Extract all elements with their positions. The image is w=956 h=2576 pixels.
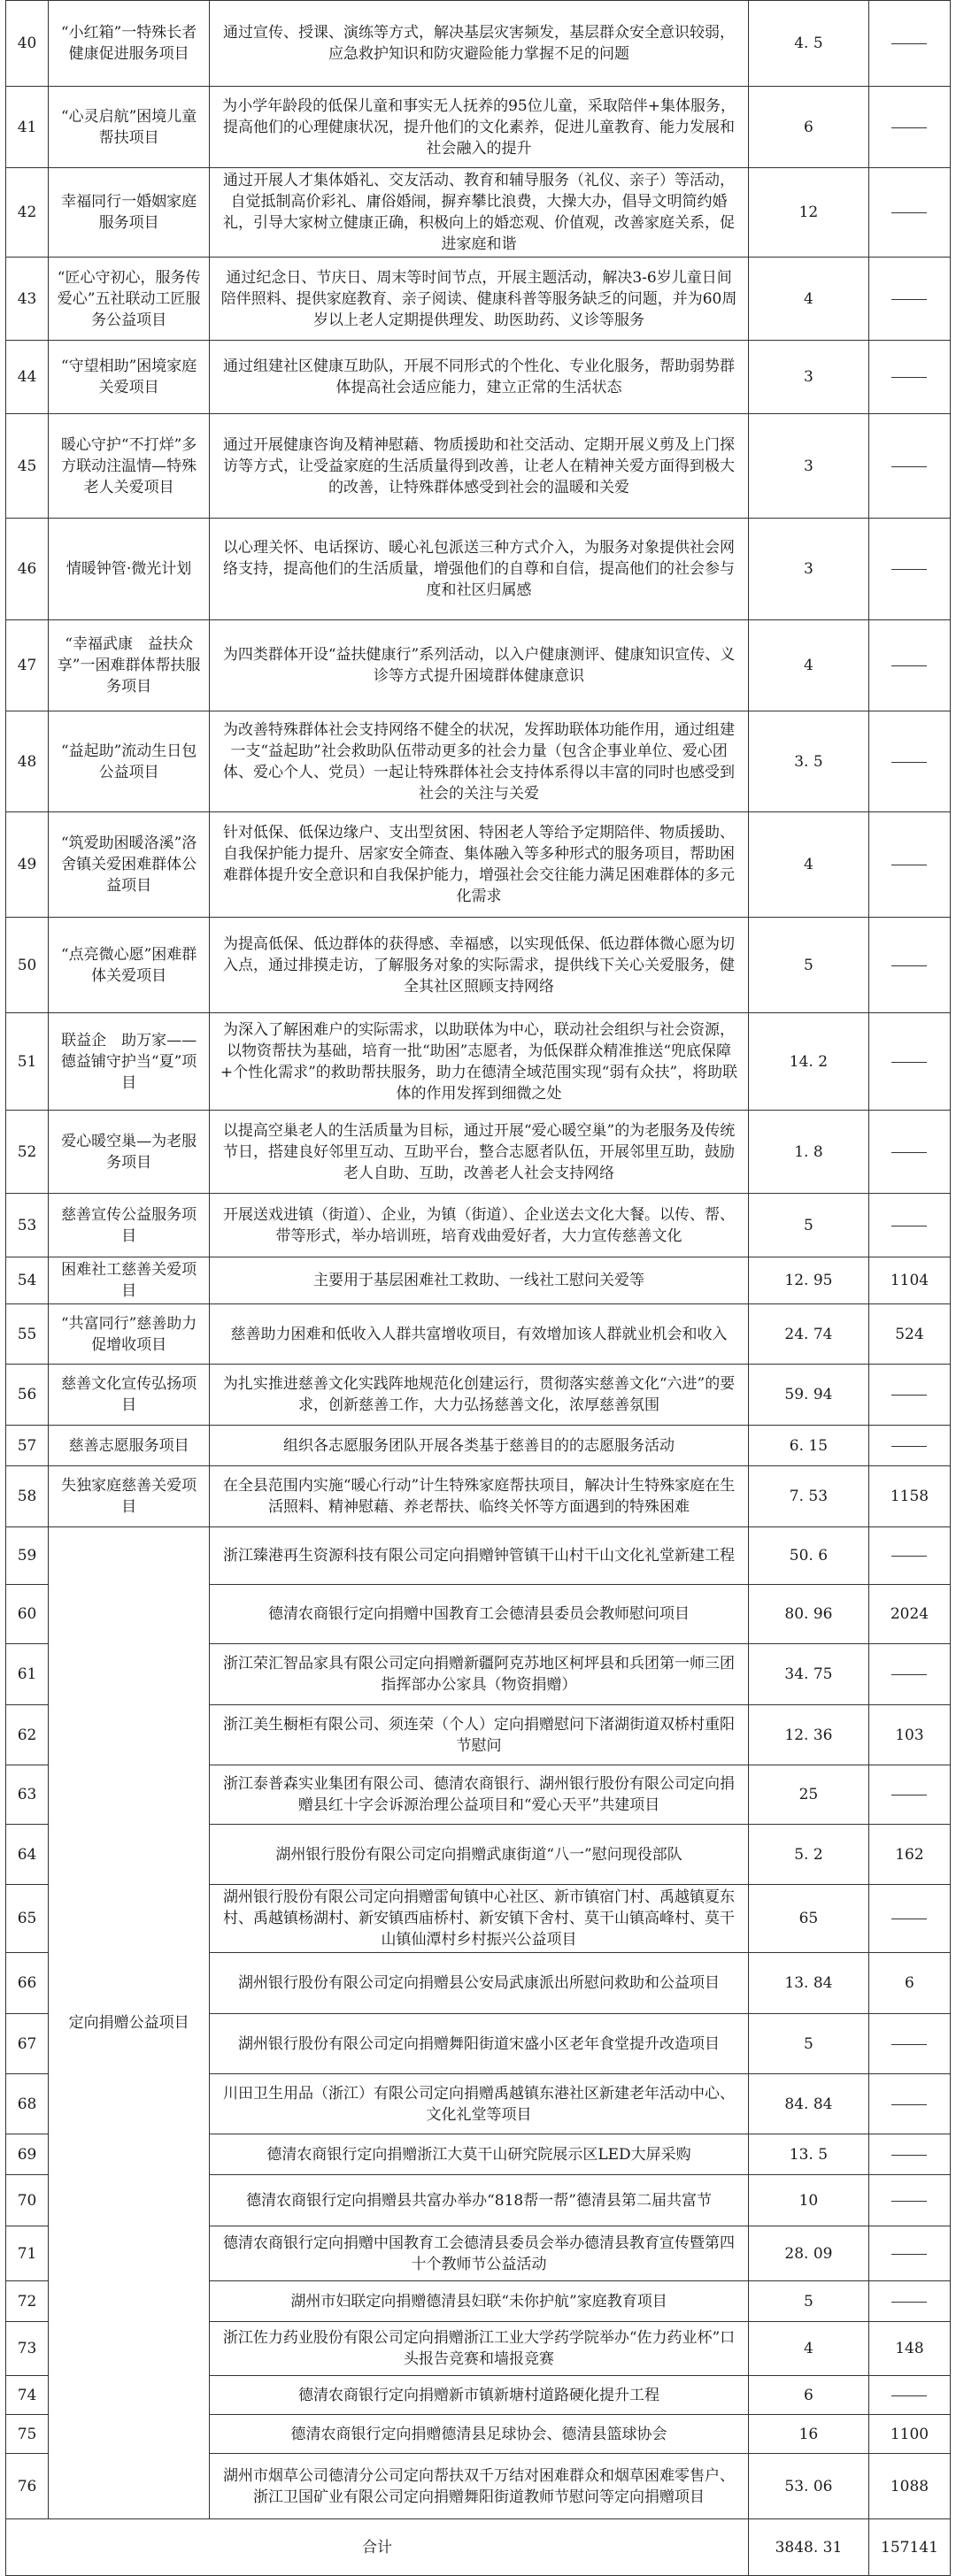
empty-dash [891, 2104, 927, 2105]
empty-dash [891, 1062, 927, 1063]
table-row [6, 1, 951, 87]
beneficiaries-cell [868, 711, 950, 812]
beneficiaries-cell [868, 1426, 950, 1466]
empty-dash [891, 2201, 927, 2202]
project-name: “益起助”流动生日包公益项目 [49, 711, 210, 812]
beneficiaries-cell [868, 2175, 950, 2226]
project-description: 为小学年龄段的低保儿童和事实无人抚养的95位儿童，采取陪伴+集体服务，提高他们的心理健康状况，提升他们的文化素养，促进儿童教育、能力发展和社会融入的提升 [210, 87, 749, 168]
beneficiaries-cell [868, 168, 950, 258]
row-number: 74 [6, 2376, 49, 2415]
beneficiaries-cell [868, 918, 950, 1013]
amount-cell: 13. 84 [748, 1953, 868, 2014]
beneficiaries-cell [868, 2226, 950, 2281]
empty-dash [891, 1446, 927, 1447]
table-row [6, 1527, 951, 1585]
total-row [6, 2519, 951, 2576]
beneficiaries-cell [868, 87, 950, 168]
empty-dash [891, 43, 927, 44]
empty-dash [891, 1395, 927, 1396]
project-name: “点亮微心愿”困难群体关爱项目 [49, 918, 210, 1013]
project-description: 以心理关怀、电话探访、暖心礼包派送三种方式介入，为服务对象提供社会网络支持，提高他们的生活质量，增强他们的自尊和自信，提高他们的社会参与度和社区归属感 [210, 519, 749, 620]
project-description: 为扎实推进慈善文化实践阵地规范化创建运行，贯彻落实慈善文化“六进”的要求，创新慈善工作，大力弘扬慈善文化，浓厚慈善氛围 [210, 1365, 749, 1426]
beneficiaries-cell [868, 2376, 950, 2415]
empty-dash [891, 2302, 927, 2303]
beneficiaries-cell [868, 2074, 950, 2134]
beneficiaries-cell [868, 1527, 950, 1585]
project-description: 慈善助力困难和低收入人群共富增收项目，有效增加该人群就业机会和收入 [210, 1304, 749, 1365]
project-description: 德清农商银行定向捐赠县共富办举办“818帮一帮”德清县第二届共富节 [210, 2175, 749, 2226]
amount-cell: 4 [748, 812, 868, 918]
row-number: 75 [6, 2415, 49, 2454]
project-description: 通过开展健康咨询及精神慰藉、物质援助和社交活动、定期开展义剪及上门探访等方式，让受益家庭的生活质量得到改善，让老人在精神关爱方面得到极大的改善，让特殊群体感受到社会的温暖和关爱 [210, 414, 749, 519]
project-description: 在全县范围内实施“暖心行动”计生特殊家庭帮扶项目，解决计生特殊家庭在生活照料、精神慰藉、养老帮扶、临终关怀等方面遇到的特殊困难 [210, 1466, 749, 1527]
row-number: 50 [6, 918, 49, 1013]
amount-cell: 4 [748, 2322, 868, 2376]
row-number: 67 [6, 2014, 49, 2074]
project-description: 湖州银行股份有限公司定向捐赠舞阳街道宋盛小区老年食堂提升改造项目 [210, 2014, 749, 2074]
beneficiaries-cell: 6 [868, 1953, 950, 2014]
project-name: 失独家庭慈善关爱项目 [49, 1466, 210, 1527]
row-number: 51 [6, 1013, 49, 1111]
project-name: 幸福同行一婚姻家庭服务项目 [49, 168, 210, 258]
project-description: 浙江荣汇智品家具有限公司定向捐赠新疆阿克苏地区柯坪县和兵团第一师三团指挥部办公家具（物资捐赠） [210, 1644, 749, 1705]
project-description: 湖州银行股份有限公司定向捐赠县公安局武康派出所慰问救助和公益项目 [210, 1953, 749, 2014]
empty-dash [891, 965, 927, 966]
amount-cell: 5 [748, 918, 868, 1013]
beneficiaries-cell: 1100 [868, 2415, 950, 2454]
row-number: 52 [6, 1111, 49, 1194]
amount-cell: 3 [748, 519, 868, 620]
amount-cell: 34. 75 [748, 1644, 868, 1705]
beneficiaries-cell: 1158 [868, 1466, 950, 1527]
table-row [6, 519, 951, 620]
row-number: 70 [6, 2175, 49, 2226]
project-name: 爱心暖空巢—为老服务项目 [49, 1111, 210, 1194]
beneficiaries-cell: 2024 [868, 1585, 950, 1644]
amount-cell: 80. 96 [748, 1585, 868, 1644]
beneficiaries-cell: 1088 [868, 2454, 950, 2519]
row-number: 44 [6, 341, 49, 414]
amount-cell: 12. 95 [748, 1257, 868, 1304]
table-row [6, 1194, 951, 1257]
amount-cell: 5 [748, 2014, 868, 2074]
project-description: 德清农商银行定向捐赠中国教育工会德清县委员会教师慰问项目 [210, 1585, 749, 1644]
row-number: 72 [6, 2281, 49, 2322]
amount-cell: 65 [748, 1885, 868, 1953]
donation-project-table [5, 0, 951, 2576]
project-description: 针对低保、低保边缘户、支出型贫困、特困老人等给予定期陪伴、物质援助、自我保护能力提升、居家安全筛查、集体融入等多种形式的服务项目，帮助困难群体提升安全意识和自我保护能力，增强社会交往能力满足困难群体的多元化需求 [210, 812, 749, 918]
amount-cell: 50. 6 [748, 1527, 868, 1585]
row-number: 43 [6, 258, 49, 341]
project-name: “筑爱助困暖洛溪”洛舍镇关爱困难群体公益项目 [49, 812, 210, 918]
amount-cell: 1. 8 [748, 1111, 868, 1194]
row-number: 49 [6, 812, 49, 918]
row-number: 47 [6, 620, 49, 711]
project-description: 通过组建社区健康互助队，开展不同形式的个性化、专业化服务，帮助弱势群体提高社会适应能力，建立正常的生活状态 [210, 341, 749, 414]
merged-project-name: 定向捐赠公益项目 [49, 1527, 210, 2519]
row-number: 65 [6, 1885, 49, 1953]
amount-cell: 6 [748, 2376, 868, 2415]
row-number: 66 [6, 1953, 49, 2014]
amount-cell: 3 [748, 414, 868, 519]
empty-dash [891, 212, 927, 213]
row-number: 57 [6, 1426, 49, 1466]
project-description: 主要用于基层困难社工救助、一线社工慰问关爱等 [210, 1257, 749, 1304]
beneficiaries-cell [868, 2014, 950, 2074]
beneficiaries-cell [868, 258, 950, 341]
empty-dash [891, 377, 927, 378]
beneficiaries-cell [868, 519, 950, 620]
table-body [6, 1, 951, 2576]
amount-cell: 84. 84 [748, 2074, 868, 2134]
project-description: 德清农商银行定向捐赠新市镇新塘村道路硬化提升工程 [210, 2376, 749, 2415]
table-row [6, 1426, 951, 1466]
amount-cell: 7. 53 [748, 1466, 868, 1527]
project-name: 困难社工慈善关爱项目 [49, 1257, 210, 1304]
project-description: 德清农商银行定向捐赠浙江大莫干山研究院展示区LED大屏采购 [210, 2134, 749, 2175]
project-name: 慈善文化宣传弘扬项目 [49, 1365, 210, 1426]
row-number: 64 [6, 1825, 49, 1885]
amount-cell: 4 [748, 620, 868, 711]
project-description: 以提高空巢老人的生活质量为目标，通过开展“爱心暖空巢”的为老服务及传统节日，搭建良好邻里互动、互助平台，整合志愿者队伍，开展邻里互助，鼓励老人自助、互助，改善老人社会支持网络 [210, 1111, 749, 1194]
project-description: 浙江美生橱柜有限公司、须连荣（个人）定向捐赠慰问下渚湖街道双桥村重阳节慰问 [210, 1705, 749, 1765]
total-label: 合计 [6, 2519, 749, 2576]
table-row [6, 711, 951, 812]
project-name: “共富同行”慈善助力促增收项目 [49, 1304, 210, 1365]
amount-cell: 5. 2 [748, 1825, 868, 1885]
table-row [6, 1365, 951, 1426]
project-description: 通过宣传、授课、演练等方式，解决基层灾害频发，基层群众安全意识较弱，应急救护知识和防灾避险能力掌握不足的问题 [210, 1, 749, 87]
amount-cell: 28. 09 [748, 2226, 868, 2281]
project-name: 联益企 助万家——德益铺守护当“夏”项目 [49, 1013, 210, 1111]
empty-dash [891, 569, 927, 570]
row-number: 56 [6, 1365, 49, 1426]
project-name: “守望相助”困境家庭关爱项目 [49, 341, 210, 414]
row-number: 45 [6, 414, 49, 519]
project-description: 湖州市妇联定向捐赠德清县妇联“未你护航”家庭教育项目 [210, 2281, 749, 2322]
row-number: 53 [6, 1194, 49, 1257]
empty-dash [891, 2254, 927, 2255]
row-number: 59 [6, 1527, 49, 1585]
total-beneficiaries: 157141 [868, 2519, 950, 2576]
amount-cell: 5 [748, 1194, 868, 1257]
project-description: 湖州市烟草公司德清分公司定向帮扶双千万结对困难群众和烟草困难零售户、浙江卫国矿业有限公司定向捐赠舞阳街道教师节慰问等定向捐赠项目 [210, 2454, 749, 2519]
project-description: 德清农商银行定向捐赠德清县足球协会、德清县篮球协会 [210, 2415, 749, 2454]
row-number: 62 [6, 1705, 49, 1765]
row-number: 71 [6, 2226, 49, 2281]
row-number: 60 [6, 1585, 49, 1644]
empty-dash [891, 665, 927, 666]
project-description: 浙江佐力药业股份有限公司定向捐赠浙江工业大学药学院举办“佐力药业杯”口头报告竞赛和墙报竞赛 [210, 2322, 749, 2376]
row-number: 55 [6, 1304, 49, 1365]
amount-cell: 4 [748, 258, 868, 341]
amount-cell: 24. 74 [748, 1304, 868, 1365]
project-name: 慈善宣传公益服务项目 [49, 1194, 210, 1257]
empty-dash [891, 299, 927, 300]
empty-dash [891, 2395, 927, 2396]
empty-dash [891, 762, 927, 763]
empty-dash [891, 1556, 927, 1557]
beneficiaries-cell: 1104 [868, 1257, 950, 1304]
row-number: 46 [6, 519, 49, 620]
table-row [6, 1013, 951, 1111]
table-row [6, 414, 951, 519]
total-amount: 3848. 31 [748, 2519, 868, 2576]
row-number: 54 [6, 1257, 49, 1304]
row-number: 73 [6, 2322, 49, 2376]
table-row [6, 1257, 951, 1304]
row-number: 61 [6, 1644, 49, 1705]
project-name: “小红箱”一特殊长者健康促进服务项目 [49, 1, 210, 87]
amount-cell: 10 [748, 2175, 868, 2226]
project-table [5, 0, 951, 2576]
amount-cell: 59. 94 [748, 1365, 868, 1426]
amount-cell: 12. 36 [748, 1705, 868, 1765]
row-number: 58 [6, 1466, 49, 1527]
amount-cell: 14. 2 [748, 1013, 868, 1111]
project-description: 川田卫生用品（浙江）有限公司定向捐赠禹越镇东港社区新建老年活动中心、文化礼堂等项目 [210, 2074, 749, 2134]
beneficiaries-cell: 103 [868, 1705, 950, 1765]
project-description: 浙江泰普森实业集团有限公司、德清农商银行、湖州银行股份有限公司定向捐赠县红十字会诉源治理公益项目和“爱心天平”共建项目 [210, 1765, 749, 1825]
project-name: “匠心守初心，服务传爱心”五社联动工匠服务公益项目 [49, 258, 210, 341]
empty-dash [891, 127, 927, 128]
table-row [6, 87, 951, 168]
project-description: 组织各志愿服务团队开展各类基于慈善目的的志愿服务活动 [210, 1426, 749, 1466]
beneficiaries-cell: 162 [868, 1825, 950, 1885]
beneficiaries-cell: 148 [868, 2322, 950, 2376]
beneficiaries-cell [868, 414, 950, 519]
empty-dash [891, 1674, 927, 1675]
row-number: 69 [6, 2134, 49, 2175]
table-row [6, 620, 951, 711]
table-row [6, 1111, 951, 1194]
beneficiaries-cell [868, 1885, 950, 1953]
amount-cell: 4. 5 [748, 1, 868, 87]
empty-dash [891, 466, 927, 467]
beneficiaries-cell [868, 2281, 950, 2322]
amount-cell: 13. 5 [748, 2134, 868, 2175]
project-description: 通过开展人才集体婚礼、交友活动、教育和辅导服务（礼仪、亲子）等活动，自觉抵制高价彩礼、庸俗婚闹，摒弃攀比浪费，大操大办，倡导文明简约婚礼，引导大家树立健康正确，积极向上的婚恋观、价值观，改善家庭关系，促进家庭和谐 [210, 168, 749, 258]
beneficiaries-cell [868, 1, 950, 87]
beneficiaries-cell [868, 1194, 950, 1257]
project-description: 为深入了解困难户的实际需求，以助联体为中心，联动社会组织与社会资源，以物资帮扶为基础，培育一批“助困”志愿者，为低保群众精准推送“兜底保障+个性化需求”的救助帮扶服务，助力在德清全域范围实现“弱有众扶”，将助联体的作用发挥到细微之处 [210, 1013, 749, 1111]
table-row [6, 1466, 951, 1527]
beneficiaries-cell [868, 1644, 950, 1705]
row-number: 48 [6, 711, 49, 812]
row-number: 42 [6, 168, 49, 258]
beneficiaries-cell: 524 [868, 1304, 950, 1365]
project-description: 德清农商银行定向捐赠中国教育工会德清县委员会举办德清县教育宣传暨第四十个教师节公益活动 [210, 2226, 749, 2281]
amount-cell: 53. 06 [748, 2454, 868, 2519]
beneficiaries-cell [868, 1111, 950, 1194]
beneficiaries-cell [868, 1013, 950, 1111]
project-name: 暖心守护“不打烊”多方联动注温情—特殊老人关爱项目 [49, 414, 210, 519]
project-description: 为四类群体开设“益扶健康行”系列活动，以入户健康测评、健康知识宣传、义诊等方式提升困境群体健康意识 [210, 620, 749, 711]
project-name: 慈善志愿服务项目 [49, 1426, 210, 1466]
amount-cell: 6 [748, 87, 868, 168]
amount-cell: 25 [748, 1765, 868, 1825]
empty-dash [891, 2155, 927, 2156]
project-name: “心灵启航”困境儿童帮扶项目 [49, 87, 210, 168]
amount-cell: 5 [748, 2281, 868, 2322]
amount-cell: 16 [748, 2415, 868, 2454]
empty-dash [891, 1152, 927, 1153]
amount-cell: 3 [748, 341, 868, 414]
table-row [6, 258, 951, 341]
project-description: 通过纪念日、节庆日、周末等时间节点，开展主题活动，解决3-6岁儿童日间陪伴照料、提供家庭教育、亲子阅读、健康科普等服务缺乏的问题，并为60周岁以上老人定期提供理发、助医助药、义诊等服务 [210, 258, 749, 341]
amount-cell: 6. 15 [748, 1426, 868, 1466]
table-row [6, 341, 951, 414]
project-description: 为改善特殊群体社会支持网络不健全的状况，发挥助联体功能作用，通过组建一支“益起助”社会救助队伍带动更多的社会力量（包含企事业单位、爱心团体、爱心个人、党员）一起让特殊群体社会支持体系得以丰富的同时也感受到社会的关注与关爱 [210, 711, 749, 812]
beneficiaries-cell [868, 620, 950, 711]
row-number: 76 [6, 2454, 49, 2519]
row-number: 63 [6, 1765, 49, 1825]
table-row [6, 1304, 951, 1365]
project-name: 情暖钟管·微光计划 [49, 519, 210, 620]
table-row [6, 168, 951, 258]
project-description: 开展送戏进镇（街道）、企业，为镇（街道）、企业送去文化大餐。以传、帮、带等形式，举办培训班，培育戏曲爱好者，大力宣传慈善文化 [210, 1194, 749, 1257]
amount-cell: 12 [748, 168, 868, 258]
project-description: 湖州银行股份有限公司定向捐赠雷甸镇中心社区、新市镇宿门村、禹越镇夏东村、禹越镇杨湖村、新安镇西庙桥村、新安镇下舍村、莫干山镇高峰村、莫干山镇仙潭村乡村振兴公益项目 [210, 1885, 749, 1953]
row-number: 40 [6, 1, 49, 87]
beneficiaries-cell [868, 1365, 950, 1426]
beneficiaries-cell [868, 812, 950, 918]
table-row [6, 812, 951, 918]
empty-dash [891, 2044, 927, 2045]
project-description: 为提高低保、低边群体的获得感、幸福感，以实现低保、低边群体微心愿为切入点，通过排摸走访，了解服务对象的实际需求，提供线下关心关爱服务，健全其社区照顾支持网络 [210, 918, 749, 1013]
beneficiaries-cell [868, 1765, 950, 1825]
row-number: 68 [6, 2074, 49, 2134]
row-number: 41 [6, 87, 49, 168]
project-name: “幸福武康 益扶众享”一困难群体帮扶服务项目 [49, 620, 210, 711]
project-description: 湖州银行股份有限公司定向捐赠武康街道“八一”慰问现役部队 [210, 1825, 749, 1885]
empty-dash [891, 1795, 927, 1796]
beneficiaries-cell [868, 2134, 950, 2175]
project-description: 浙江臻港再生资源科技有限公司定向捐赠钟管镇干山村干山文化礼堂新建工程 [210, 1527, 749, 1585]
table-row [6, 918, 951, 1013]
beneficiaries-cell [868, 341, 950, 414]
amount-cell: 3. 5 [748, 711, 868, 812]
